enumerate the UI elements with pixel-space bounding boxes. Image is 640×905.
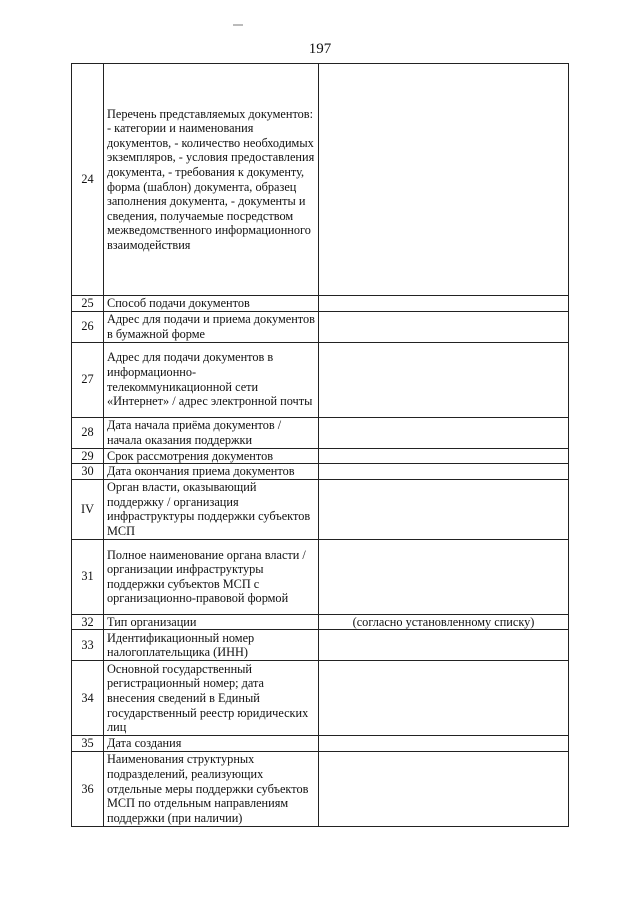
row-value bbox=[319, 296, 569, 312]
table-row bbox=[72, 464, 569, 480]
row-label: Дата создания bbox=[104, 736, 319, 752]
row-number: 36 bbox=[72, 751, 104, 826]
row-value bbox=[319, 630, 569, 661]
table-row bbox=[72, 448, 569, 464]
row-label: Адрес для подачи документов в информационно-телекоммуникационной сети «Интернет» / адрес электронной почты bbox=[104, 342, 319, 417]
table-row bbox=[72, 736, 569, 752]
row-label: Перечень представляемых документов: - категории и наименования документов, - количество необходимых экземпляров, - условия предоставления документа, - требования к документу, форма (шаблон) документа, образец заполнения документа, - документы и сведения, получаемые посредством межведомственного информационного взаимодействия bbox=[104, 64, 319, 296]
row-label: Наименования структурных подразделений, реализующих отдельные меры поддержки субъектов МСП по отдельным направлениям поддержки (при наличии) bbox=[104, 751, 319, 826]
table-row bbox=[72, 311, 569, 342]
row-number: 31 bbox=[72, 539, 104, 614]
row-value bbox=[319, 539, 569, 614]
table-row bbox=[72, 661, 569, 736]
row-number: 29 bbox=[72, 448, 104, 464]
row-label: Дата начала приёма документов / начала оказания поддержки bbox=[104, 417, 319, 448]
table-row bbox=[72, 342, 569, 417]
table-row bbox=[72, 751, 569, 826]
table-row bbox=[72, 614, 569, 630]
row-value bbox=[319, 448, 569, 464]
row-value bbox=[319, 464, 569, 480]
row-value: (согласно установленному списку) bbox=[319, 614, 569, 630]
table-row bbox=[72, 539, 569, 614]
table-row bbox=[72, 630, 569, 661]
row-label: Полное наименование органа власти / организации инфраструктуры поддержки субъектов МСП с организационно-правовой формой bbox=[104, 539, 319, 614]
row-label: Основной государственный регистрационный номер; дата внесения сведений в Единый государственный реестр юридических лиц bbox=[104, 661, 319, 736]
table-row bbox=[72, 479, 569, 539]
row-value bbox=[319, 64, 569, 296]
row-number: 28 bbox=[72, 417, 104, 448]
row-number: 30 bbox=[72, 464, 104, 480]
row-value bbox=[319, 311, 569, 342]
page-number: 197 bbox=[308, 41, 332, 57]
row-number: IV bbox=[72, 479, 104, 539]
row-label: Способ подачи документов bbox=[104, 296, 319, 312]
row-value bbox=[319, 479, 569, 539]
row-label: Идентификационный номер налогоплательщика (ИНН) bbox=[104, 630, 319, 661]
row-value bbox=[319, 342, 569, 417]
row-number: 35 bbox=[72, 736, 104, 752]
table-row bbox=[72, 417, 569, 448]
table-row bbox=[72, 296, 569, 312]
row-value bbox=[319, 736, 569, 752]
row-label: Тип организации bbox=[104, 614, 319, 630]
scan-artifact bbox=[233, 24, 243, 26]
form-table bbox=[71, 63, 569, 827]
row-label: Орган власти, оказывающий поддержку / организация инфраструктуры поддержки субъектов МСП bbox=[104, 479, 319, 539]
row-number: 34 bbox=[72, 661, 104, 736]
row-label: Срок рассмотрения документов bbox=[104, 448, 319, 464]
row-number: 27 bbox=[72, 342, 104, 417]
table-row bbox=[72, 64, 569, 296]
row-value bbox=[319, 751, 569, 826]
row-label: Адрес для подачи и приема документов в бумажной форме bbox=[104, 311, 319, 342]
row-value bbox=[319, 417, 569, 448]
row-label: Дата окончания приема документов bbox=[104, 464, 319, 480]
row-number: 32 bbox=[72, 614, 104, 630]
row-number: 24 bbox=[72, 64, 104, 296]
row-value bbox=[319, 661, 569, 736]
row-number: 25 bbox=[72, 296, 104, 312]
row-number: 33 bbox=[72, 630, 104, 661]
row-number: 26 bbox=[72, 311, 104, 342]
